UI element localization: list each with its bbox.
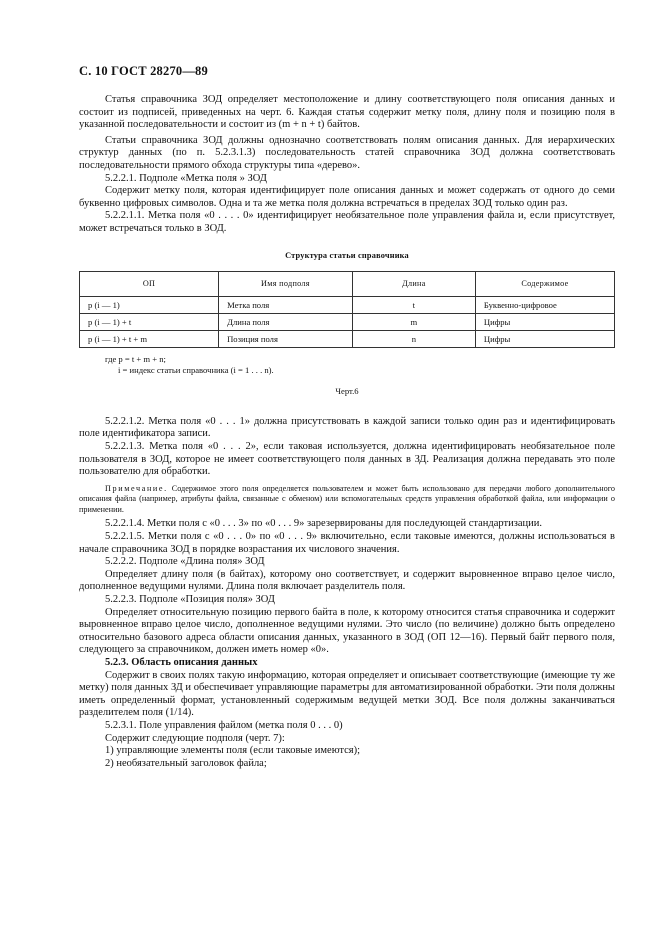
table-header-row (80, 272, 615, 297)
paragraph: 5.2.2.1.4. Метки поля с «0 . . . 3» по «0 . . . 9» зарезервированы для последующей стандартизации. (105, 518, 543, 530)
table-cell: Буквенно-цифровое (475, 297, 614, 314)
table-legend (79, 354, 615, 376)
note-text: Содержимое этого поля определяется пользователем и может быть использовано для передачи любого дополнительного описания файла (например, атрибуты файла, связанные с обменом) или вспомогательных средств управления обработкой файла, или информации о применении. (79, 483, 615, 514)
legend-line: где p = t + m + n; (105, 354, 166, 365)
table-cell: p (i — 1) (80, 297, 219, 314)
list-item: 1) управляющие элементы поля (если таковые имеются); (105, 745, 361, 757)
paragraph: Содержит в своих полях такую информацию, которая определяет и описывает соответствующие (имеющие ту же метку) поля данных ЗД и обеспечивает управляющие параметры для автоматизированной обработки. Эти поля должны иметь определенный формат, установленный содержимым ведущей метки ЗОД. Все поля должны заканчиваться разделителем поля (1/14). (79, 669, 615, 719)
paragraph: Содержит метку поля, которая идентифицирует поле описания данных и может содержать от одного до семи буквенно цифровых символов. Одна и та же метка поля должна встречаться в пределах ЗОД только один раз. (79, 185, 615, 209)
table-cell: Цифры (475, 314, 614, 331)
paragraph: 5.2.2.1.5. Метки поля с «0 . . . 0» по «0 . . . 9» включительно, если таковые имеются, должны использоваться в начале справочника ЗОД в порядке возрастания их числового значения. (79, 531, 615, 555)
paragraph: Статья справочника ЗОД определяет местоположение и длину соответствующего поля описания данных и состоит из подписей, приведенных на черт. 6. Каждая статья содержит метку поля, длину поля и позицию поля в указанной последовательности и состоит из (m + n + t) байтов. (79, 94, 615, 131)
list-item: 2) необязательный заголовок файла; (105, 757, 267, 769)
column-header-subfield-name: Имя подполя (219, 272, 353, 297)
column-header-content: Содержимое (475, 272, 614, 297)
paragraph: 5.2.2.1.3. Метка поля «0 . . . 2», если таковая используется, должна идентифицировать необязательное поле пользователя в ЗОД, которое не имеет соответствующего поля данных в ЗД. Реализация должна передавать это поле пользователю для обработки. (79, 440, 615, 478)
paragraph: Статьи справочника ЗОД должны однозначно соответствовать полям описания данных. Для иерархических структур данных (по п. 5.2.3.1.3) последовательность статей справочника ЗОД должна соответствовать последовательности прямого обхода структуры типа «дерево». (79, 134, 615, 171)
table-cell: Длина поля (219, 314, 353, 331)
paragraph: 5.2.2.1.2. Метка поля «0 . . . 1» должна присутствовать в каждой записи только один раз и идентифицировать поле идентификатора записи. (79, 415, 615, 440)
table-row (80, 331, 615, 348)
paragraph: Определяет относительную позицию первого байта в поле, к которому относится статья справочника и содержит выровненное вправо целое число, дополненное ведущими нулями. Это число (по величине) должно быть определено относительно базового адреса области описания данных, указанного в ЗОД (ОП 12—16). Первый байт первого поля, следующего за справочником, должен иметь номер «0». (79, 606, 615, 656)
legend-line: i = индекс статьи справочника (i = 1 . . . n). (118, 365, 274, 376)
note-label: Примечание. (105, 483, 168, 493)
page-header: С. 10 ГОСТ 28270—89 (79, 64, 208, 78)
paragraph: Определяет длину поля (в байтах), которому оно соответствует, и содержит выровненное вправо целое число, дополненное ведущими нулями. Длина поля включает разделитель поля. (79, 568, 615, 593)
section-heading: 5.2.3. Область описания данных (105, 657, 258, 668)
table-cell: p (i — 1) + t (80, 314, 219, 331)
table-cell: Цифры (475, 331, 614, 348)
column-header-length: Длина (352, 272, 475, 297)
clause-heading: 5.2.3.1. Поле управления файлом (метка поля 0 . . . 0) (105, 719, 343, 731)
table-row (80, 314, 615, 331)
table-caption: Структура статьи справочника (285, 250, 409, 260)
table-cell: p (i — 1) + t + m (80, 331, 219, 348)
clause-heading: 5.2.2.2. Подполе «Длина поля» ЗОД (105, 556, 265, 568)
paragraph: 5.2.2.1.1. Метка поля «0 . . . . 0» идентифицирует необязательное поле управления файла и, если присутствует, может встречаться только в ЗОД. (79, 210, 615, 234)
note (79, 484, 615, 516)
table-cell: t (352, 297, 475, 314)
table-cell: m (352, 314, 475, 331)
table-cell: Позиция поля (219, 331, 353, 348)
column-header-op: ОП (80, 272, 219, 297)
table-cell: Метка поля (219, 297, 353, 314)
table-cell: n (352, 331, 475, 348)
directory-entry-table (79, 271, 615, 348)
paragraph: Содержит следующие подполя (черт. 7): (105, 732, 285, 744)
table-row (80, 297, 615, 314)
clause-heading: 5.2.2.3. Подполе «Позиция поля» ЗОД (105, 594, 275, 606)
figure-label: Черт.6 (335, 386, 359, 397)
clause-heading: 5.2.2.1. Подполе «Метка поля » ЗОД (105, 172, 267, 184)
document-body (79, 94, 615, 770)
